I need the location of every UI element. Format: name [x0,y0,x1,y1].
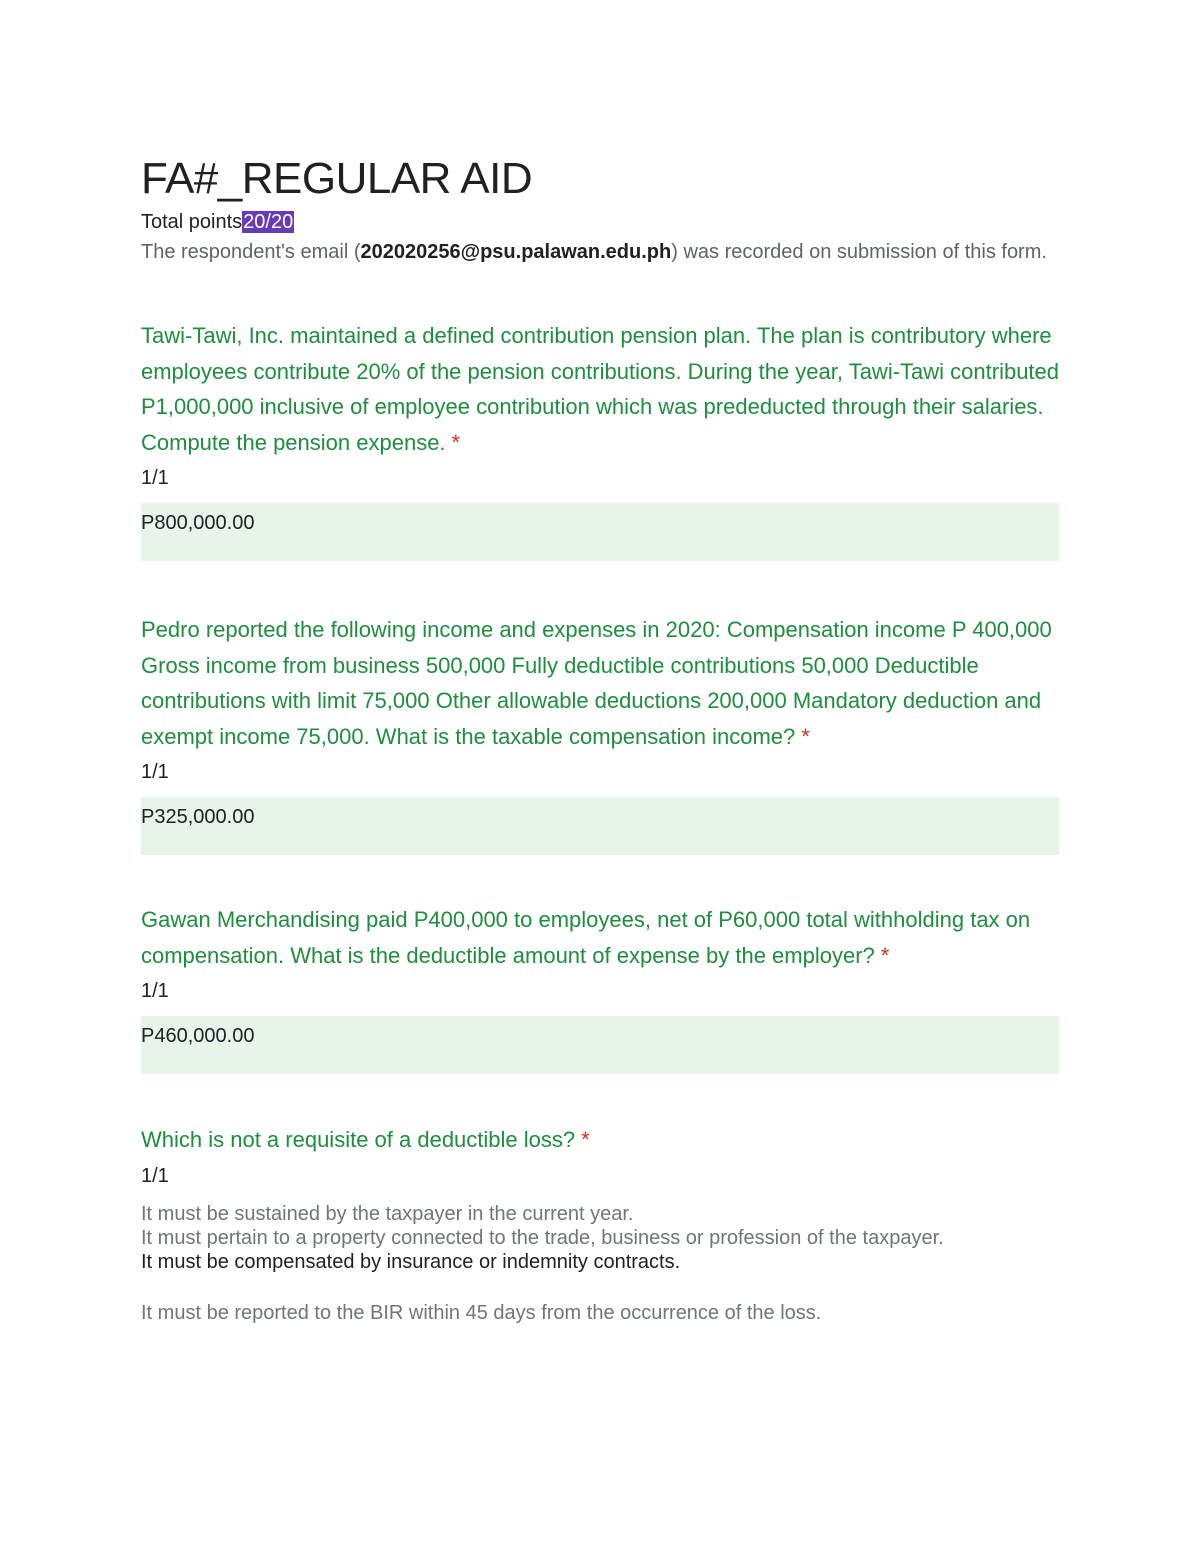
question-4-options [141,1202,1059,1325]
required-asterisk: * [581,1127,590,1152]
required-asterisk: * [801,723,810,749]
question-2-score: 1/1 [141,761,169,783]
respondent-email-notice [141,238,1059,266]
question-text [141,902,1059,973]
question-2-text: Pedro reported the following income and expenses in 2020: Compensation income P 400,000 Gross income from business 500,000 Fully deductible contributions 50,000 Deductible contributions with limit 75,000 Other allowable deductions 200,000 Mandatory deduction and exempt income 75,000. What is the taxable compensation income? [141,617,1052,749]
option-1: It must be sustained by the taxpayer in the current year. [141,1202,634,1225]
total-points-label: Total points [141,211,243,233]
question-4-score: 1/1 [141,1164,169,1187]
option-2: It must pertain to a property connected to the trade, business or profession of the taxpayer. [141,1226,944,1249]
form-title: FA#_REGULAR AID [141,154,533,203]
question-1-text: Tawi-Tawi, Inc. maintained a defined contribution pension plan. The plan is contributory where employees contribute 20% of the pension contributions. During the year, Tawi-Tawi contributed P1,000,000 inclusive of employee contribution which was prededucted through their salaries. Compute the pension expense. [141,323,1060,455]
option-3-selected: It must be compensated by insurance or indemnity contracts. [141,1250,681,1273]
email-notice-prefix: The respondent's email ( [141,241,361,263]
respondent-email: 202020256@psu.palawan.edu.ph [360,241,672,263]
total-points-badge: 20/20 [243,211,294,233]
required-asterisk: * [451,429,461,455]
question-3 [141,902,1059,1074]
question-1-score: 1/1 [141,467,169,489]
required-asterisk: * [880,942,890,968]
question-3-answer: P460,000.00 [141,1016,1059,1074]
total-points [141,208,1059,236]
form-response-page [141,150,1059,1325]
option-4: It must be reported to the BIR within 45 days from the occurrence of the loss. [141,1301,822,1324]
question-text [141,318,1059,460]
question-text [141,1122,1059,1158]
question-3-text: Gawan Merchandising paid P400,000 to employees, net of P60,000 total withholding tax on compensation. What is the deductible amount of expense by the employer? [141,907,1031,968]
question-2 [141,612,1059,855]
email-notice-suffix: ) was recorded on submission of this form. [671,241,1047,263]
question-3-score: 1/1 [141,980,169,1002]
question-2-answer: P325,000.00 [141,797,1059,855]
question-4-text: Which is not a requisite of a deductible loss? [141,1127,576,1152]
question-1 [141,318,1059,561]
question-4 [141,1122,1059,1325]
question-1-answer: P800,000.00 [141,503,1059,561]
question-text [141,612,1059,754]
